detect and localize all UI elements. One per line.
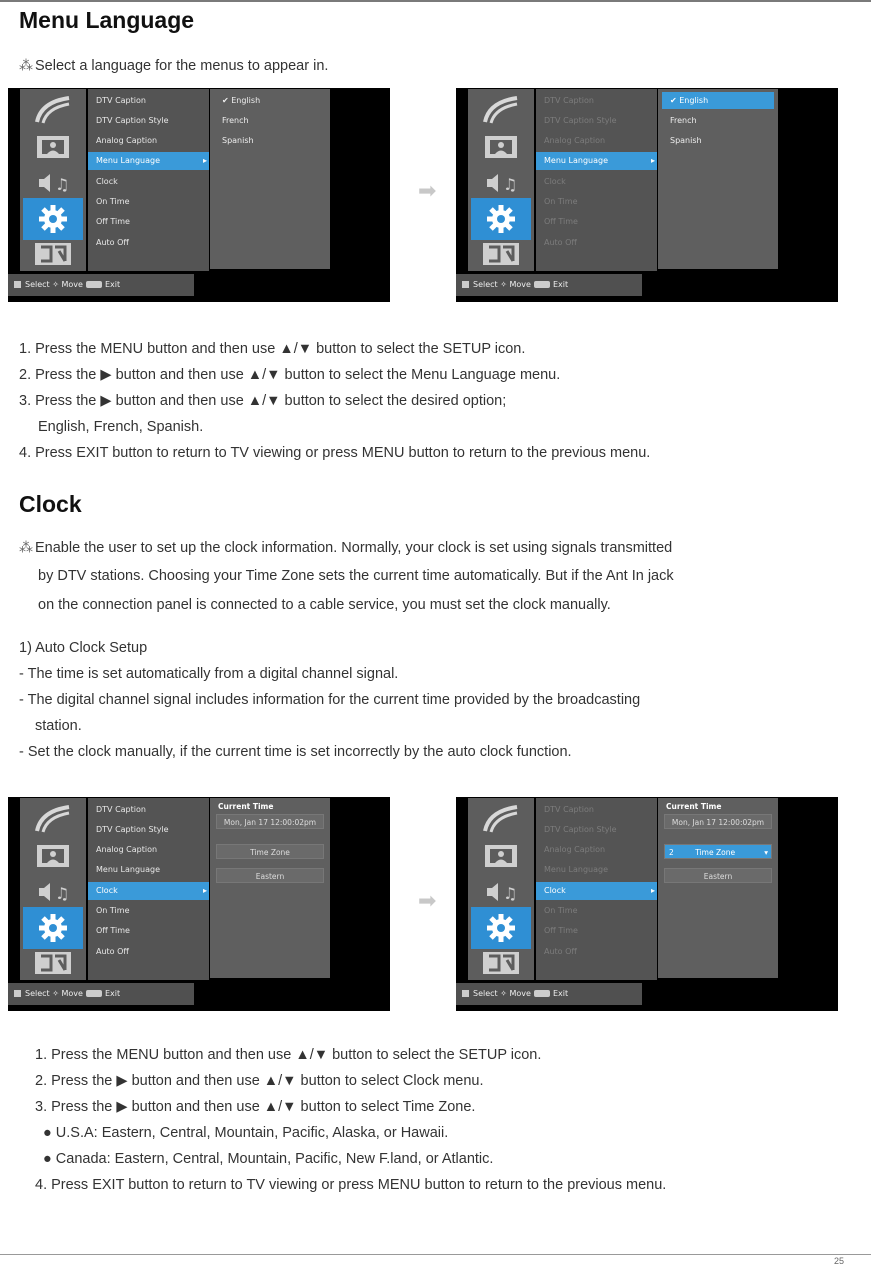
clock-panel [210,798,330,978]
auto-clock-setup [19,635,640,765]
svg-text:♫: ♫ [55,884,70,903]
move-icon: ✧ [500,989,507,998]
bottom-rule [0,1254,871,1255]
tv-screenshot-language-1 [8,88,390,302]
section-title-clock: Clock [19,491,82,517]
menu-item: DTV Caption Style [96,116,169,125]
select-key-icon [14,990,21,997]
exit-key-icon [534,281,550,288]
zone-value: Eastern [664,868,772,883]
step: 1. Press the MENU button and then use ▲/▼ button to select the SETUP icon. [19,341,526,357]
move-icon: ✧ [52,989,59,998]
menu-item: Clock [96,177,118,186]
bullet: - The digital channel signal includes information for the current time provided by the broadcasting [19,692,641,708]
bullet: - The time is set automatically from a digital channel signal. [19,666,399,682]
help-bar: Select ✧ Move Exit [456,274,642,296]
svg-text:♫: ♫ [503,175,518,194]
menu-item: Analog Caption [96,845,158,854]
time-zone-field: Time Zone [216,844,324,859]
step: 4. Press EXIT button to return to TV viewing or press MENU button to return to the previous menu. [19,445,651,461]
language-options [210,89,330,269]
menu-item: Clock [544,177,566,186]
menu-item: Analog Caption [544,136,606,145]
move-icon: ✧ [500,280,507,289]
menu-item: Off Time [96,926,130,935]
menu-item: Auto Off [96,238,129,247]
menu-item: Analog Caption [544,845,606,854]
setup-menu [536,798,657,980]
help-bar: Select ✧ Move Exit [456,983,642,1005]
select-key-icon [14,281,21,288]
setup-gear-icon [23,907,83,949]
menu-item-selected: Menu Language ▸ [88,152,209,170]
setup-gear-icon [23,198,83,240]
menu-item: DTV Caption Style [96,825,169,834]
option-english: ✔ English [222,96,261,105]
bullet-continued: station. [35,718,82,734]
menu-item-selected: Menu Language ▸ [536,152,657,170]
step-continued: English, French, Spanish. [38,419,204,435]
option-spanish: Spanish [670,136,702,145]
setup-menu [88,798,209,980]
option-english-selected: ✔ English [662,92,774,109]
input-icon [471,946,531,980]
option-french: French [222,116,249,125]
page-number: 25 [834,1256,845,1266]
menu-item: Off Time [544,926,578,935]
menu-item: On Time [96,906,130,915]
clock-panel [658,798,778,978]
step: 3. Press the ▶ button and then use ▲/▼ button to select the desired option; [19,393,507,409]
exit-key-icon [86,990,102,997]
menu-language-intro: ⁂ Select a language for the menus to appear in. [19,57,329,74]
subheading: 1) Auto Clock Setup [19,640,148,656]
menu-item: Auto Off [544,238,577,247]
menu-item: Off Time [96,217,130,226]
current-time-value: Mon, Jan 17 12:00:02pm [216,814,324,829]
arrow-icon: ➡ [418,178,437,203]
clock-steps [35,1042,666,1198]
option-spanish: Spanish [222,136,254,145]
sparkle-icon: ⁂ [19,57,33,73]
menu-item: Analog Caption [96,136,158,145]
exit-key-icon [86,281,102,288]
input-icon [471,237,531,271]
setup-gear-icon [471,198,531,240]
menu-item: Auto Off [96,947,129,956]
tv-screenshot-clock-1 [8,797,390,1011]
menu-item: Auto Off [544,947,577,956]
menu-item: DTV Caption Style [544,116,617,125]
menu-item: On Time [544,197,578,206]
menu-item: DTV Caption Style [544,825,617,834]
menu-item-selected: Clock ▸ [536,882,657,900]
arrow-icon: ➡ [418,888,437,913]
input-icon [23,237,83,271]
exit-key-icon [534,990,550,997]
step: 4. Press EXIT button to return to TV viewing or press MENU button to return to the previous menu. [35,1177,667,1193]
step: 1. Press the MENU button and then use ▲/▼ button to select the SETUP icon. [35,1047,542,1063]
section-title-menu-language: Menu Language [19,7,195,33]
option-french: French [670,116,697,125]
menu-item: DTV Caption [96,805,146,814]
svg-text:♫: ♫ [55,175,70,194]
move-icon: ✧ [52,280,59,289]
category-icons [468,798,534,980]
setup-menu [88,89,209,271]
select-key-icon [462,281,469,288]
tv-screenshot-language-2 [456,88,838,302]
help-bar: Select ✧ Move Exit [8,274,194,296]
menu-item: DTV Caption [544,96,594,105]
tv-screenshot-clock-2 [456,797,838,1011]
sparkle-icon: ⁂ [19,539,33,555]
clock-intro: ⁂ Enable the user to set up the clock information. Normally, your clock is set using signals transmitted by DTV stations. Choosing your Time Zone sets the current time automatically. But if the Ant In jack on the connection panel is connected to a cable service, you must set the clock manually. [19,539,674,613]
setup-menu [536,89,657,271]
category-icons [468,89,534,271]
svg-text:♫: ♫ [503,884,518,903]
time-zone-field-selected: 2 Time Zone ▾ [664,844,772,859]
menu-language-steps [19,336,650,466]
menu-item: Menu Language [544,865,608,874]
input-icon [23,946,83,980]
step: 3. Press the ▶ button and then use ▲/▼ button to select Time Zone. [35,1099,476,1115]
select-key-icon [462,990,469,997]
menu-item: On Time [96,197,130,206]
current-time-label: Current Time [666,802,722,811]
bullet: - Set the clock manually, if the current time is set incorrectly by the auto clock function. [19,744,572,760]
step: 2. Press the ▶ button and then use ▲/▼ button to select the Menu Language menu. [19,367,561,383]
menu-item: DTV Caption [544,805,594,814]
setup-gear-icon [471,907,531,949]
bullet: ● Canada: Eastern, Central, Mountain, Pacific, New F.land, or Atlantic. [43,1151,494,1167]
zone-value: Eastern [216,868,324,883]
current-time-label: Current Time [218,802,274,811]
top-rule [0,0,871,2]
step: 2. Press the ▶ button and then use ▲/▼ button to select Clock menu. [35,1073,484,1089]
help-bar: Select ✧ Move Exit [8,983,194,1005]
menu-item: Off Time [544,217,578,226]
bullet: ● U.S.A: Eastern, Central, Mountain, Pacific, Alaska, or Hawaii. [43,1125,449,1141]
menu-item: DTV Caption [96,96,146,105]
category-icons [20,798,86,980]
language-options [658,89,778,269]
chevron-down-icon: ▾ [764,848,768,857]
current-time-value: Mon, Jan 17 12:00:02pm [664,814,772,829]
menu-item-selected: Clock ▸ [88,882,209,900]
category-icons [20,89,86,271]
menu-item: Menu Language [96,865,160,874]
menu-item: On Time [544,906,578,915]
